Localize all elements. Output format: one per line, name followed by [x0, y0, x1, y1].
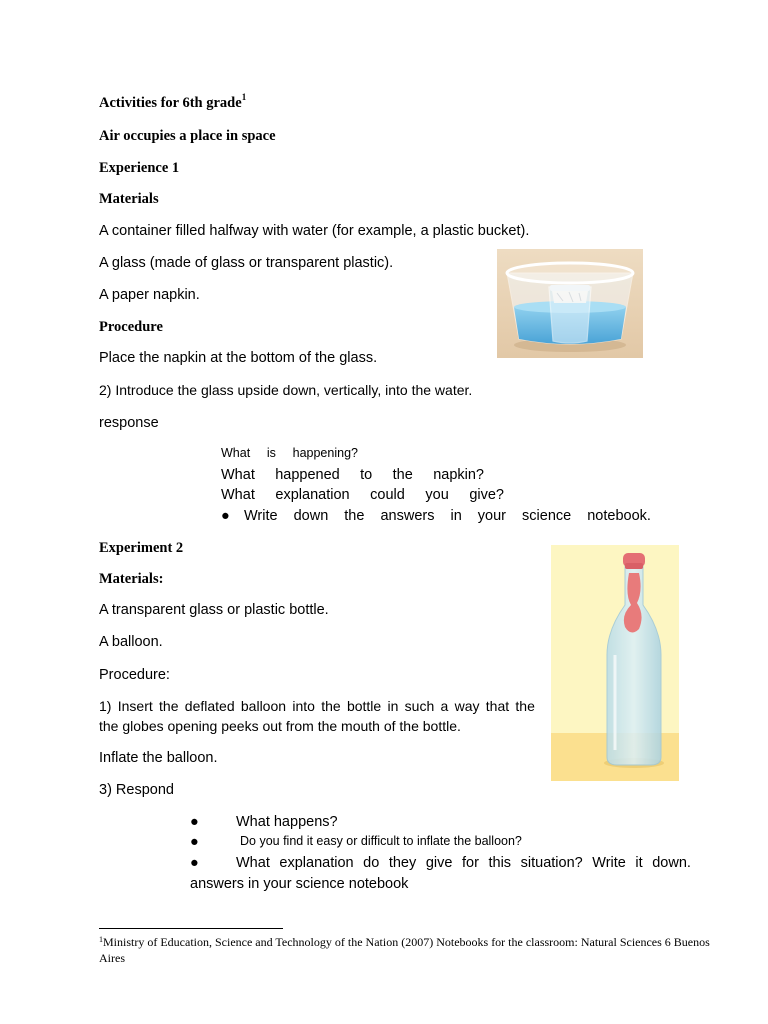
- material-item: A glass (made of glass or transparent plastic).: [99, 255, 394, 271]
- question-line: What explanation could you give?: [221, 487, 504, 503]
- question-line: ● Write down the answers in your science notebook.: [221, 508, 651, 524]
- response-label: response: [99, 415, 159, 431]
- footnote-divider: [99, 928, 283, 929]
- material-item: A transparent glass or plastic bottle.: [99, 602, 329, 618]
- response-question: Do you find it easy or difficult to inflate the balloon?: [240, 834, 522, 848]
- materials-heading-2: Materials:: [99, 571, 164, 587]
- bullet: ●: [190, 834, 199, 850]
- procedure-step: 2) Introduce the glass upside down, vertically, into the water.: [99, 382, 473, 398]
- procedure-step-continuation: the globes opening peeks out from the mouth of the bottle.: [99, 718, 461, 734]
- procedure-heading-1: Procedure: [99, 319, 163, 335]
- response-question: ● What explanation do they give for this situation? Write it down.: [190, 855, 691, 871]
- response-question: What happens?: [236, 814, 338, 830]
- footnote-marker: 1: [99, 935, 103, 944]
- page-title: Activities for 6th grade$^1$: [99, 92, 247, 111]
- experiment-2-heading: Experiment 2: [99, 540, 184, 556]
- footnote-marker: 1: [241, 92, 247, 102]
- question-line: What is happening?: [221, 446, 358, 460]
- balloon-in-bottle-illustration: [551, 545, 679, 781]
- response-question-continuation: answers in your science notebook: [190, 876, 409, 892]
- question-line: What happened to the napkin?: [221, 467, 484, 483]
- glass-in-water-illustration: [497, 249, 643, 358]
- bullet: ●: [190, 814, 199, 830]
- material-item: A container filled halfway with water (for example, a plastic bucket).: [99, 223, 530, 239]
- procedure-step: Inflate the balloon.: [99, 750, 218, 766]
- bullet: ●: [190, 855, 199, 871]
- bottle-balloon-icon: [551, 545, 679, 781]
- procedure-heading-2: Procedure:: [99, 667, 170, 683]
- procedure-step: Place the napkin at the bottom of the glass.: [99, 350, 378, 366]
- footnote: $^1$Ministry of Education, Science and Technology of the Nation (2007) Notebooks for the classroom: Natural Sciences 6 Buenos Aires: [99, 935, 710, 965]
- experience-1-heading: Experience 1: [99, 160, 180, 176]
- glass-in-water-icon: [497, 249, 643, 358]
- material-item: A paper napkin.: [99, 287, 200, 303]
- bullet: ●: [221, 508, 230, 524]
- materials-heading-1: Materials: [99, 191, 159, 207]
- procedure-step: 3) Respond: [99, 782, 174, 798]
- section-title: Air occupies a place in space: [99, 128, 276, 144]
- material-item: A balloon.: [99, 634, 163, 650]
- procedure-step: 1) Insert the deflated balloon into the bottle in such a way that the: [99, 698, 535, 714]
